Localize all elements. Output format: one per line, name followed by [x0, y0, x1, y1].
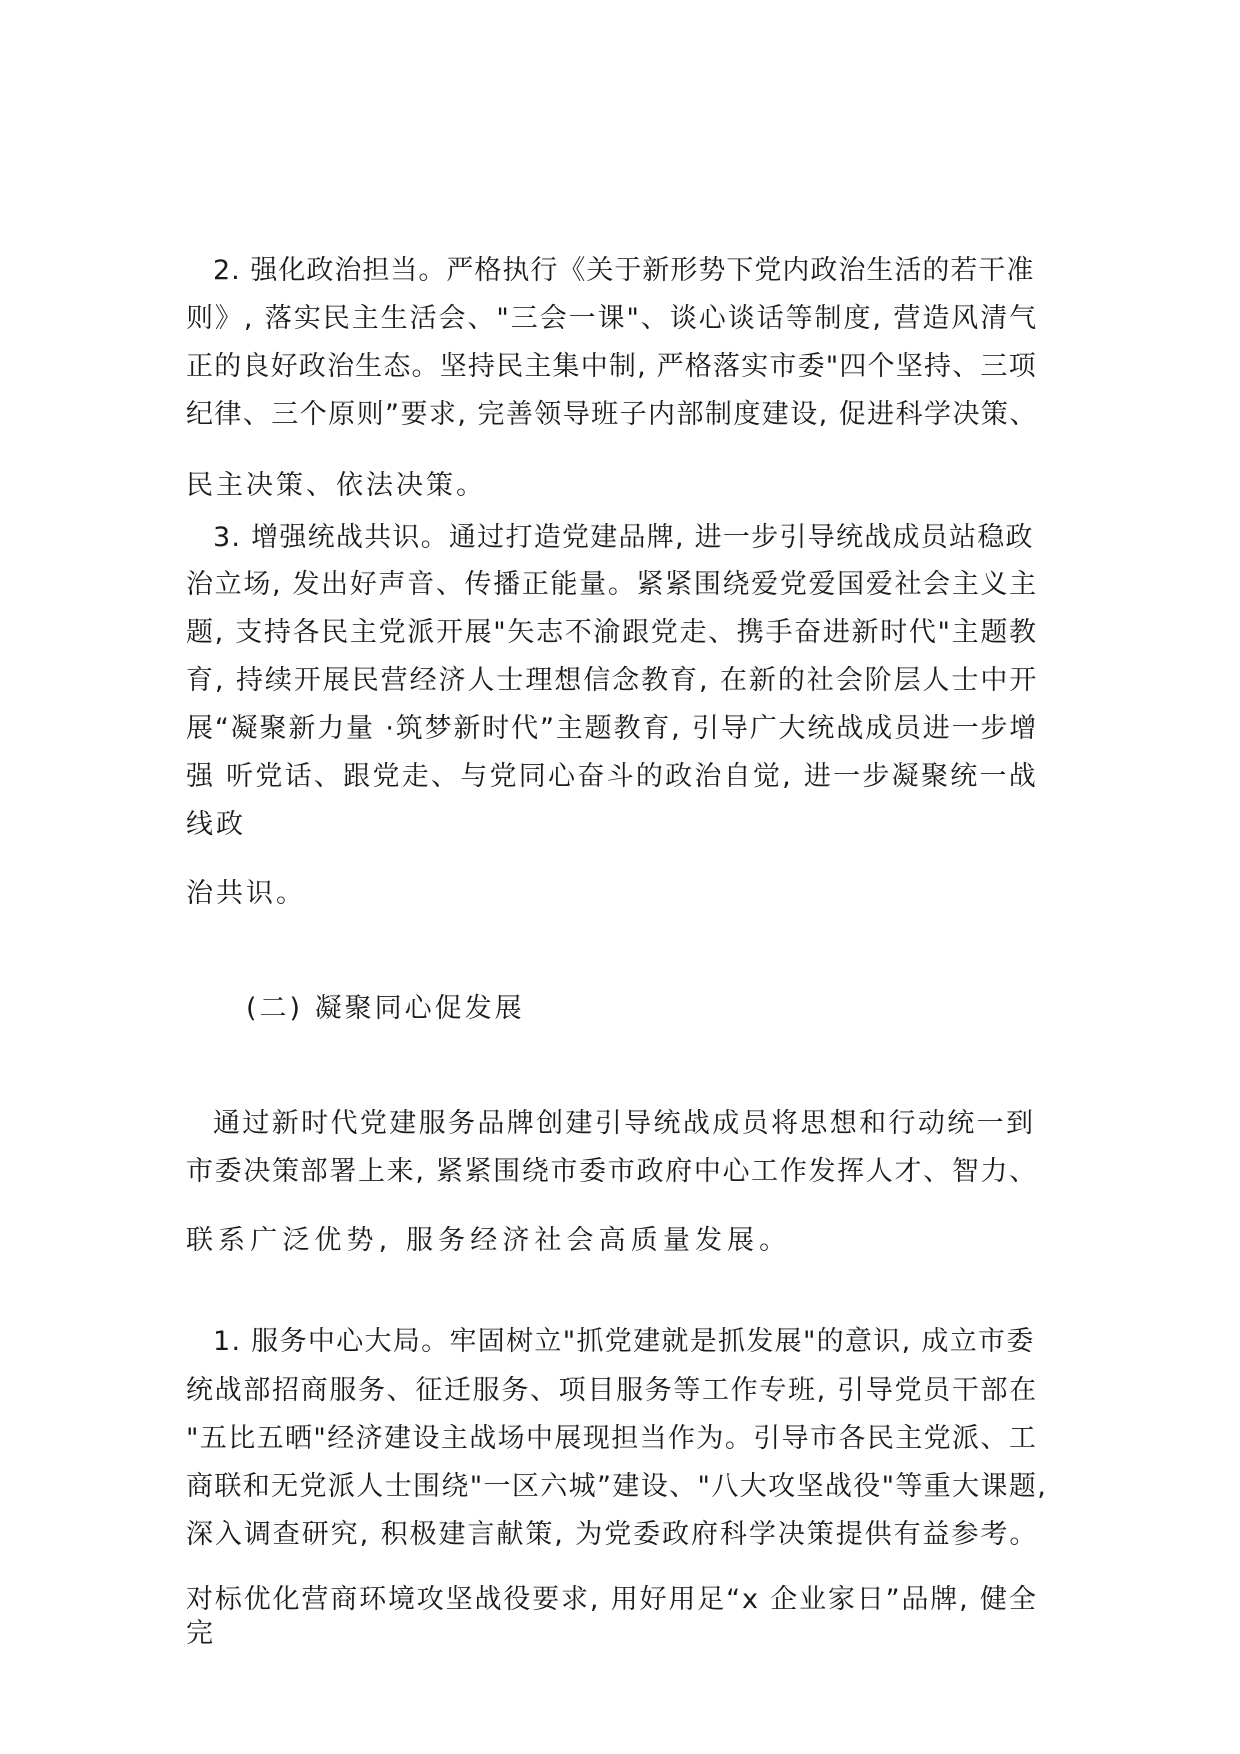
section-intro-line-1: 通过新时代党建服务品牌创建引导统战成员将思想和行动统一到: [213, 1108, 1036, 1139]
paragraph-3-line-8: 治共识。: [186, 878, 306, 909]
paragraph-1-line-1: 1. 服务中心大局。牢固树立"抓党建就是抓发展"的意识, 成立市委: [213, 1326, 1035, 1357]
paragraph-3-line-7: 线政: [186, 809, 246, 840]
paragraph-2-line-1: 2. 强化政治担当。严格执行《关于新形势下党内政治生活的若干准: [213, 255, 1035, 286]
paragraph-1-line-2: 统战部招商服务、征迁服务、项目服务等工作专班, 引导党员干部在: [186, 1375, 1038, 1406]
paragraph-2-line-3: 正的良好政治生态。坚持民主集中制, 严格落实市委"四个坚持、三项: [186, 351, 1037, 382]
section-heading: (二) 凝聚同心促发展: [246, 993, 525, 1024]
paragraph-1-line-7: 完: [186, 1618, 213, 1649]
paragraph-1-line-5: 深入调查研究, 积极建言献策, 为党委政府科学决策提供有益参考。: [186, 1519, 1039, 1550]
section-intro-line-2: 市委决策部署上来, 紧紧围绕市委市政府中心工作发挥人才、智力、: [186, 1156, 1038, 1187]
paragraph-2-line-5: 民主决策、依法决策。: [186, 470, 486, 501]
paragraph-3-line-6: 强 听党话、跟党走、与党同心奋斗的政治自觉, 进一步凝聚统一战: [186, 761, 1039, 792]
paragraph-3-line-4: 育, 持续开展民营经济人士理想信念教育, 在新的社会阶层人士中开: [186, 665, 1039, 696]
paragraph-3-line-3: 题, 支持各民主党派开展"矢志不渝跟党走、携手奋进新时代"主题教: [186, 617, 1038, 648]
paragraph-2-line-2: 则》, 落实民主生活会、"三会一课"、谈心谈话等制度, 营造风清气: [186, 303, 1039, 334]
paragraph-2-line-4: 纪律、三个原则”要求, 完善领导班子内部制度建设, 促进科学决策、: [186, 399, 1038, 430]
paragraph-1-line-4: 商联和无党派人士围绕"一区六城”建设、"八大攻坚战役"等重大课题,: [186, 1471, 1048, 1502]
paragraph-3-line-2: 治立场, 发出好声音、传播正能量。紧紧围绕爱党爱国爱社会主义主: [186, 569, 1038, 600]
section-intro-line-3: 联系广泛优势, 服务经济社会高质量发展。: [186, 1225, 792, 1256]
paragraph-3-line-5: 展“凝聚新力量 ·筑梦新时代”主题教育, 引导广大统战成员进一步增: [186, 713, 1039, 744]
paragraph-1-line-3: "五比五晒"经济建设主战场中展现担当作为。引导市各民主党派、工: [186, 1423, 1038, 1454]
paragraph-3-line-1: 3. 增强统战共识。通过打造党建品牌, 进一步引导统战成员站稳政: [213, 522, 1034, 553]
paragraph-1-line-6: 对标优化营商环境攻坚战役要求, 用好用足“x 企业家日”品牌, 健全: [186, 1584, 1038, 1615]
